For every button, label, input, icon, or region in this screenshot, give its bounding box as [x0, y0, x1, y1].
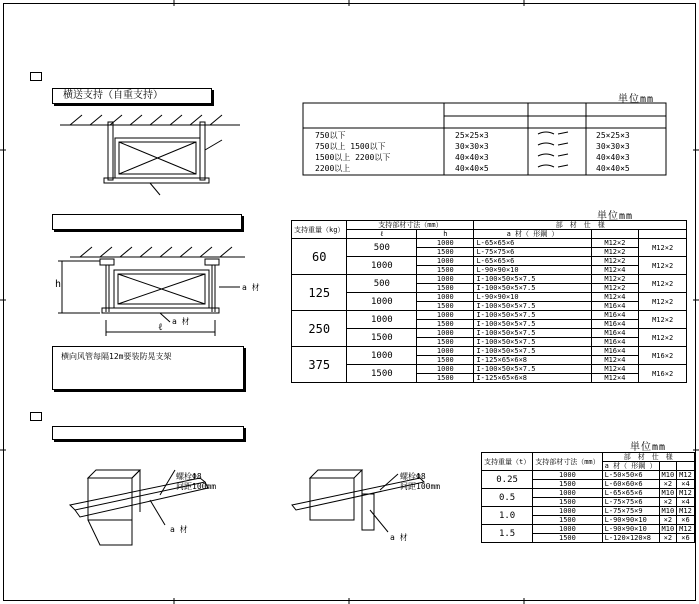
s2-a: I-100×50×5×7.5 — [474, 329, 591, 338]
s2-a: I-125×65×6×8 — [474, 356, 591, 365]
s2-a: L-90×90×10 — [474, 293, 591, 302]
s2-h-a: a 材（ 形鋼 ） — [474, 230, 591, 239]
s2-l: 500 — [347, 275, 417, 293]
s2-b1: M12×4 — [591, 356, 639, 365]
s2-h: 1500 — [417, 356, 474, 365]
s3-bolt-left: 螺栓Φ8 — [176, 472, 202, 481]
s2-h: 1000 — [417, 347, 474, 356]
s3-a-left: a 材 — [170, 525, 188, 534]
s2-a: I-100×50×5×7.5 — [474, 347, 591, 356]
s3-h-parts: 部 材 仕 様 — [602, 453, 694, 462]
s2-load: 375 — [292, 347, 347, 383]
s2-b1: M16×4 — [591, 302, 639, 311]
s3-b2: ×4 — [677, 480, 695, 489]
s2-b2: M12×2 — [639, 275, 687, 293]
s3-gap-right: 间距100mm — [400, 482, 441, 491]
s2-b1: M12×2 — [591, 284, 639, 293]
s2-h: 1000 — [417, 239, 474, 248]
s2-h: 1500 — [417, 302, 474, 311]
s2-a: I-100×50×5×7.5 — [474, 338, 591, 347]
s2-b1: M12×2 — [591, 248, 639, 257]
s2-b1: M16×4 — [591, 311, 639, 320]
s2-h: 1000 — [417, 293, 474, 302]
s1-row1-size2: 25×25×3 — [596, 131, 630, 140]
s3-b2: ×6 — [677, 516, 695, 525]
s2-h: 1500 — [417, 248, 474, 257]
s1-row2-size: 30×30×3 — [455, 142, 489, 151]
s3-b1: ×2 — [659, 498, 677, 507]
s2-a: I-125×65×6×8 — [474, 374, 591, 383]
s3-dim: 1000 — [533, 471, 602, 480]
s2-h: 1500 — [417, 338, 474, 347]
section2-note: 横向风管每隔12m要装防晃支架 — [61, 352, 172, 361]
s2-l: 1000 — [347, 311, 417, 329]
s2-b2: M12×2 — [639, 311, 687, 329]
s2-a: L-65×65×6 — [474, 257, 591, 266]
section1-title: 横送支持（自重支持） — [52, 88, 212, 104]
s3-b2: ×4 — [677, 498, 695, 507]
s1-row3-size2: 40×40×3 — [596, 153, 630, 162]
s3-a: L-60×60×6 — [602, 480, 659, 489]
s3-h-b1 — [659, 462, 677, 471]
s2-h-parts: 部 材 仕 様 — [474, 221, 687, 230]
s2-b1: M16×4 — [591, 338, 639, 347]
s3-a: L-50×50×6 — [602, 471, 659, 480]
s2-b1: M12×2 — [591, 275, 639, 284]
s2-b1: M12×4 — [591, 374, 639, 383]
s2-load: 250 — [292, 311, 347, 347]
section3-unit: 単位mm — [630, 442, 667, 453]
s2-b1: M16×4 — [591, 347, 639, 356]
s3-load: 1.0 — [482, 507, 533, 525]
s2-l: 1500 — [347, 365, 417, 383]
s3-dim: 1500 — [533, 480, 602, 489]
s2-l: 1000 — [347, 293, 417, 311]
s3-dim: 1000 — [533, 507, 602, 516]
s3-load: 0.5 — [482, 489, 533, 507]
s1-row4-range: 2200以上 — [315, 164, 351, 173]
s2-b1: M16×4 — [591, 329, 639, 338]
s3-b2: M12 — [677, 471, 695, 480]
s3-b1: ×2 — [659, 534, 677, 543]
s3-b2: M12 — [677, 525, 695, 534]
s2-h: 1000 — [417, 311, 474, 320]
s3-h-b2 — [677, 462, 695, 471]
label-h: h — [55, 279, 62, 290]
s2-a: I-100×50×5×7.5 — [474, 311, 591, 320]
s3-a: L-120×120×8 — [602, 534, 659, 543]
s2-a: L-75×75×6 — [474, 248, 591, 257]
s2-a: I-100×50×5×7.5 — [474, 365, 591, 374]
s1-row3-range: 1500以上 2200以下 — [315, 153, 391, 162]
s2-h-dim: 支持部材寸法（mm） — [347, 221, 474, 230]
s2-a: I-100×50×5×7.5 — [474, 284, 591, 293]
s1-row3-size: 40×40×3 — [455, 153, 489, 162]
s3-dim: 1500 — [533, 516, 602, 525]
s3-dim: 1000 — [533, 489, 602, 498]
s2-b2: M12×2 — [639, 239, 687, 257]
s3-b1: M10 — [659, 525, 677, 534]
s2-l: 1000 — [347, 257, 417, 275]
s3-b2: M12 — [677, 489, 695, 498]
label-l: ℓ — [158, 322, 163, 333]
s3-b2: M12 — [677, 507, 695, 516]
s2-b1: M12×2 — [591, 239, 639, 248]
s2-b2: M12×2 — [639, 257, 687, 275]
s3-h-dim: 支持部材寸法（mm） — [533, 453, 602, 471]
s2-b1: M12×4 — [591, 293, 639, 302]
s2-a: I-100×50×5×7.5 — [474, 275, 591, 284]
label-a-bottom: a 材 — [172, 317, 190, 326]
section1-unit: 単位mm — [618, 94, 655, 105]
s3-h-load: 支持重量（t） — [482, 453, 533, 471]
s2-b1: M12×4 — [591, 365, 639, 374]
s3-dim: 1000 — [533, 525, 602, 534]
s2-a: L-65×65×6 — [474, 239, 591, 248]
s2-a: L-90×90×10 — [474, 266, 591, 275]
s2-h: 1000 — [417, 365, 474, 374]
s3-dim: 1500 — [533, 498, 602, 507]
s3-b1: M10 — [659, 471, 677, 480]
s1-row1-size: 25×25×3 — [455, 131, 489, 140]
s2-h-l: ℓ — [347, 230, 417, 239]
s2-b2: M16×2 — [639, 347, 687, 365]
section2-unit: 単位mm — [597, 211, 634, 222]
s3-load: 1.5 — [482, 525, 533, 543]
s2-h: 1000 — [417, 257, 474, 266]
s2-a: I-100×50×5×7.5 — [474, 320, 591, 329]
s1-row1-range: 750以下 — [315, 131, 346, 140]
s3-h-a: a 材（ 形鋼 ） — [602, 462, 659, 471]
s2-h: 1000 — [417, 329, 474, 338]
s1-row4-size2: 40×40×5 — [596, 164, 630, 173]
s2-a: I-100×50×5×7.5 — [474, 302, 591, 311]
s3-a: L-75×75×6 — [602, 498, 659, 507]
s2-h: 1500 — [417, 284, 474, 293]
s3-a-right: a 材 — [390, 533, 408, 542]
s2-b2: M16×2 — [639, 365, 687, 383]
s2-h-load: 支持重量（kg） — [292, 221, 347, 239]
s3-b1: M10 — [659, 489, 677, 498]
s3-gap-left: 间距100mm — [176, 482, 217, 491]
s2-l: 1500 — [347, 329, 417, 347]
s2-b2: M12×2 — [639, 329, 687, 347]
s2-h: 1500 — [417, 266, 474, 275]
s2-b1: M16×4 — [591, 320, 639, 329]
s1-row2-size2: 30×30×3 — [596, 142, 630, 151]
s3-b1: M10 — [659, 507, 677, 516]
s3-bolt-right: 螺栓Φ8 — [400, 472, 426, 481]
s2-h-h: h — [417, 230, 474, 239]
s3-b1: ×2 — [659, 480, 677, 489]
s2-b1: M12×4 — [591, 266, 639, 275]
s1-row4-size: 40×40×5 — [455, 164, 489, 173]
s3-a: L-65×65×6 — [602, 489, 659, 498]
s1-row2-range: 750以上 1500以下 — [315, 142, 386, 151]
s2-b2: M12×2 — [639, 293, 687, 311]
s2-b1: M12×2 — [591, 257, 639, 266]
s2-h: 1500 — [417, 374, 474, 383]
s2-l: 500 — [347, 239, 417, 257]
s2-load: 60 — [292, 239, 347, 275]
label-a-right: a 材 — [242, 283, 260, 292]
s3-b1: ×2 — [659, 516, 677, 525]
s3-b2: ×6 — [677, 534, 695, 543]
s3-a: L-90×90×10 — [602, 525, 659, 534]
s3-load: 0.25 — [482, 471, 533, 489]
s3-a: L-75×75×9 — [602, 507, 659, 516]
s2-h: 1000 — [417, 275, 474, 284]
s2-l: 1000 — [347, 347, 417, 365]
s3-a: L-90×90×10 — [602, 516, 659, 525]
s2-h: 1500 — [417, 320, 474, 329]
s2-load: 125 — [292, 275, 347, 311]
s3-dim: 1500 — [533, 534, 602, 543]
section3-table — [481, 452, 695, 543]
